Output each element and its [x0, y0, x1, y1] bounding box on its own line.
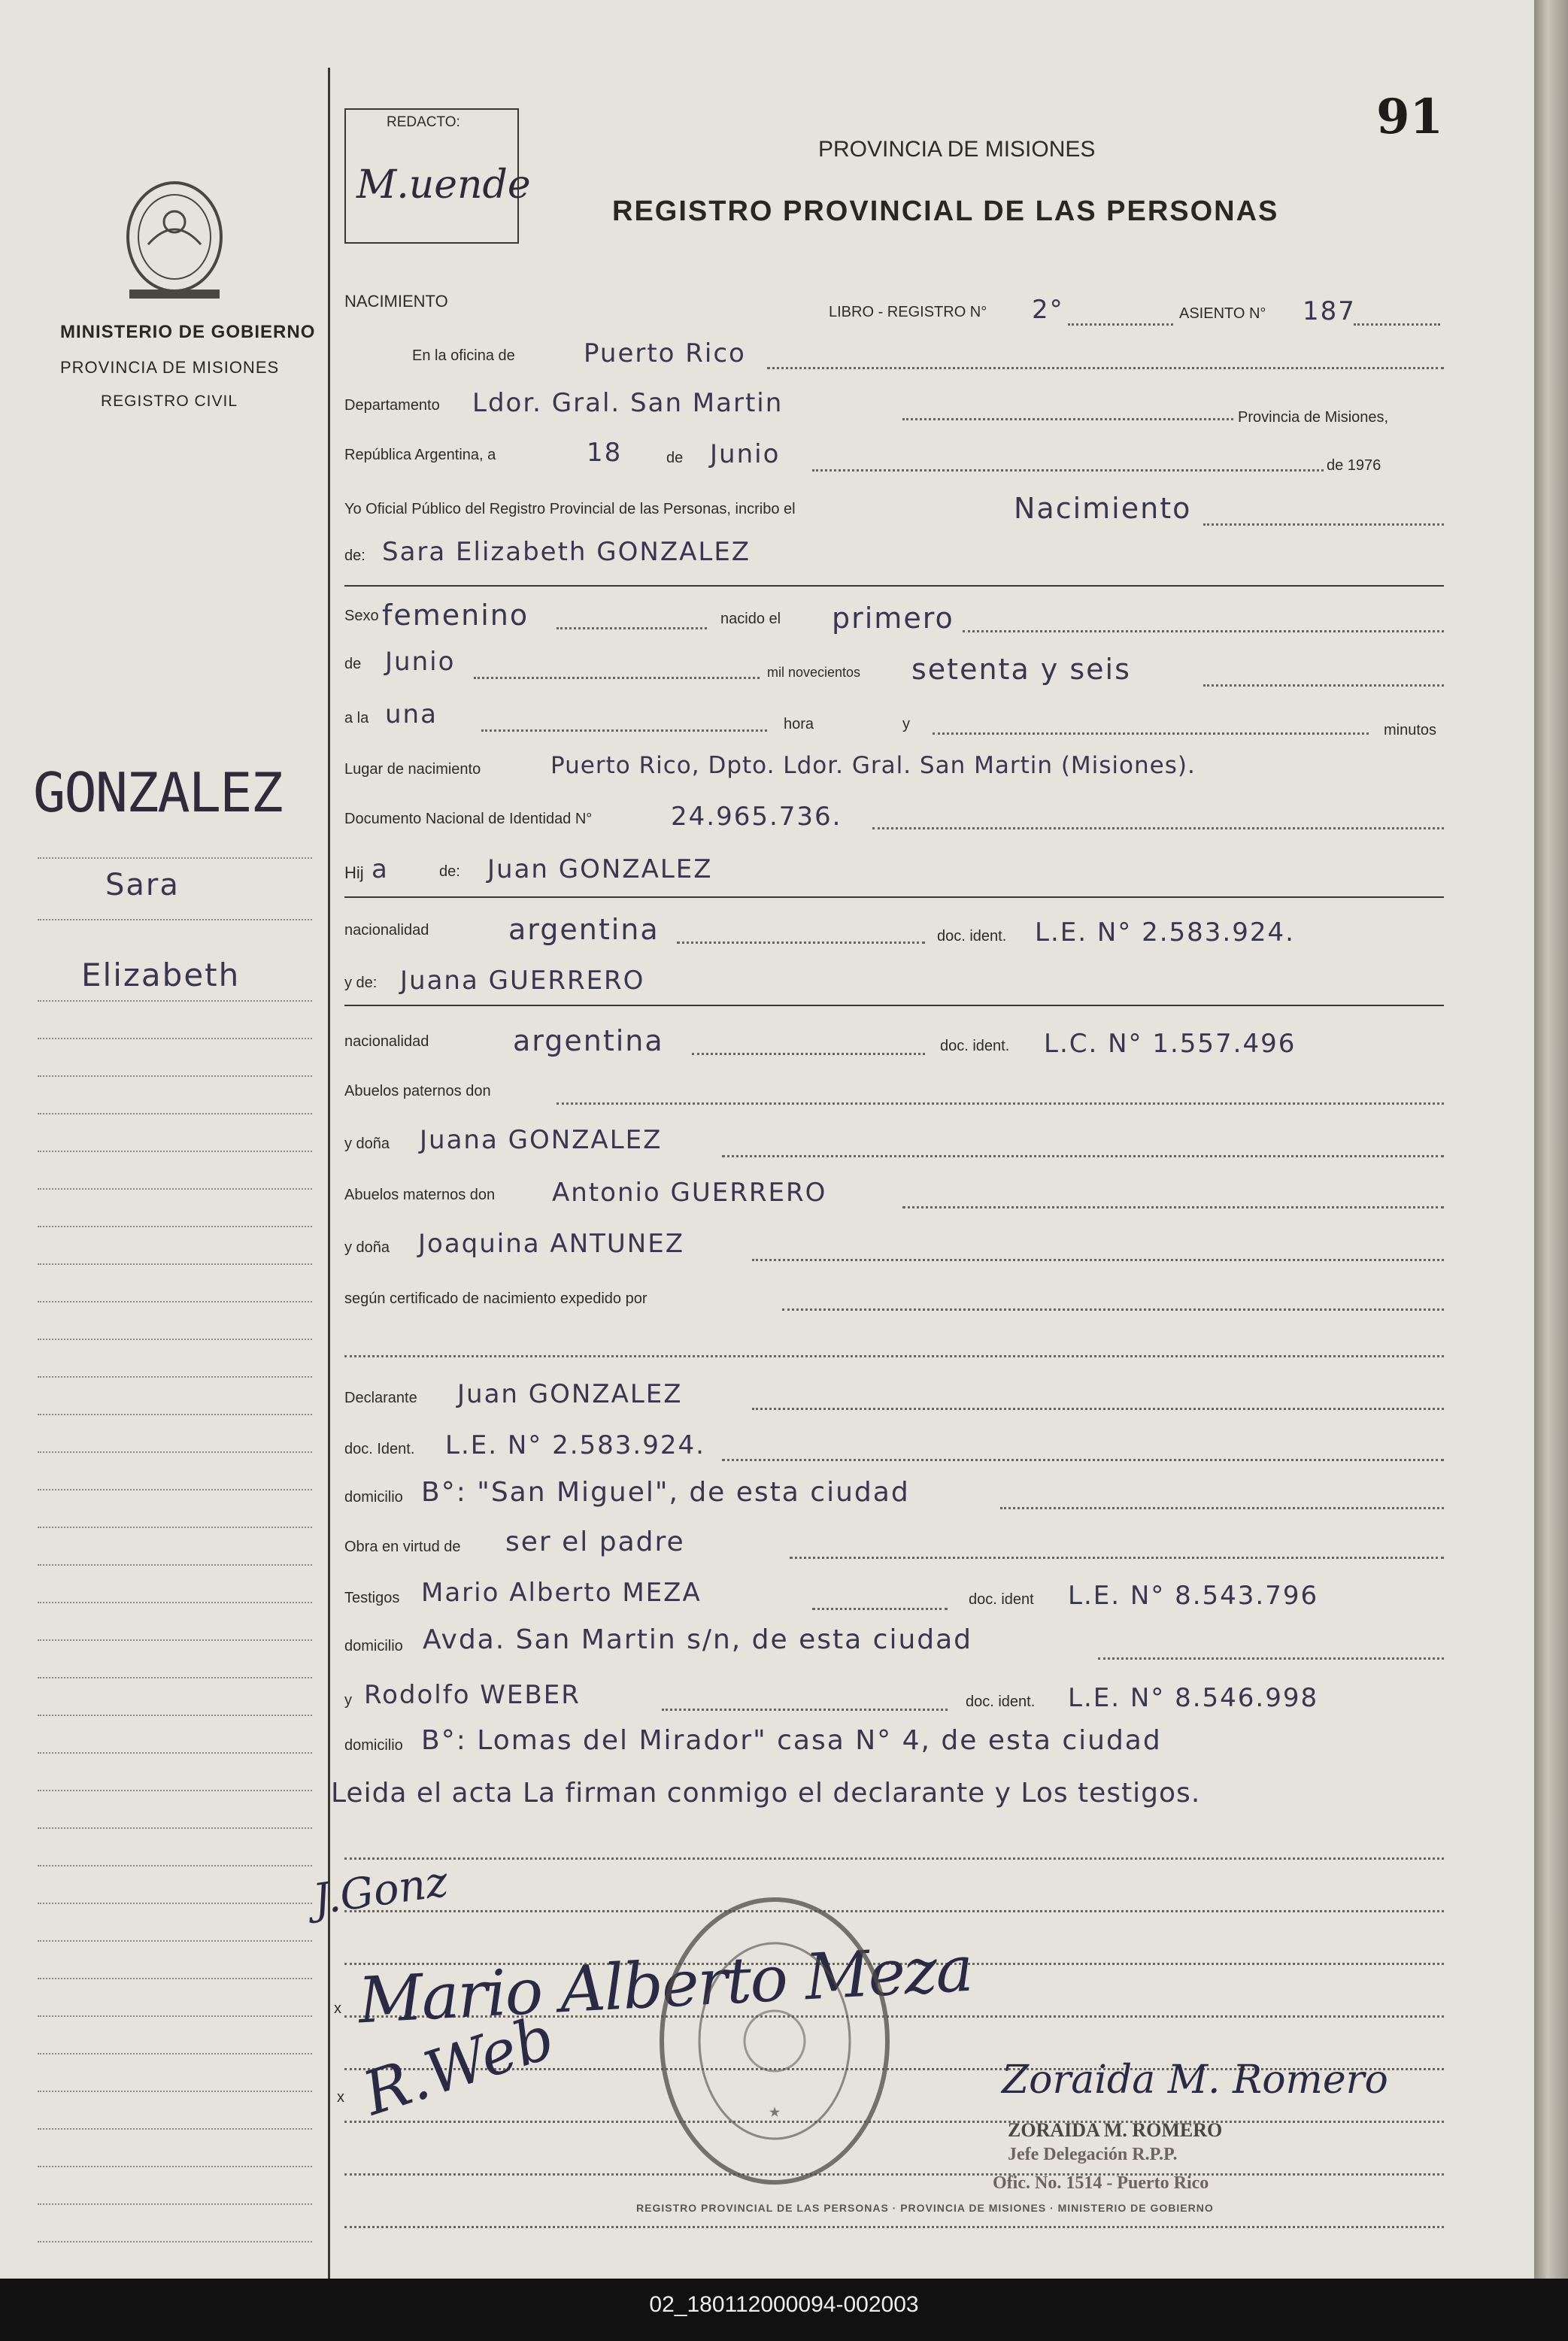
book-page-edge	[1534, 0, 1568, 2279]
fill-dots	[872, 827, 1444, 829]
departamento-label: Departamento	[344, 397, 440, 414]
margin-line	[38, 1639, 312, 1641]
margin-line	[38, 1038, 312, 1039]
republica-label: República Argentina, a	[344, 447, 496, 463]
obra-value: ser el padre	[505, 1527, 685, 1557]
doc-label-2: doc. ident.	[940, 1038, 1010, 1054]
margin-line	[38, 1978, 312, 1979]
fill-dots	[1203, 684, 1444, 687]
de-label: de	[666, 450, 684, 466]
y-dona-label: y doña	[344, 1136, 390, 1152]
dni-label: Documento Nacional de Identidad N°	[344, 811, 593, 827]
margin-line	[38, 1113, 312, 1114]
margin-line	[38, 1903, 312, 1904]
left-province: PROVINCIA DE MISIONES	[60, 358, 280, 377]
minutos-label: minutos	[1384, 722, 1437, 738]
header-province: PROVINCIA DE MISIONES	[818, 137, 1096, 162]
left-ministry: MINISTERIO DE GOBIERNO	[60, 322, 316, 342]
asiento-label: ASIENTO N°	[1179, 305, 1266, 322]
fill-dots	[662, 1709, 948, 1711]
de-label-2: de:	[344, 547, 365, 564]
oficial-value: Nacimiento	[1014, 492, 1192, 525]
fill-dots	[812, 1608, 948, 1610]
margin-line	[38, 1752, 312, 1754]
de-label-3: de	[344, 656, 362, 672]
margin-line	[38, 1376, 312, 1378]
nacido-label: nacido el	[720, 611, 781, 627]
abuela-mat: Joaquina ANTUNEZ	[418, 1229, 684, 1259]
x-mark-1: x	[334, 2000, 341, 2017]
departamento-value: Ldor. Gral. San Martin	[472, 388, 784, 418]
page-number: 91	[1376, 89, 1444, 145]
domicilio-label: domicilio	[344, 1489, 403, 1506]
dni-value: 24.965.736.	[671, 802, 842, 832]
declarante-dom: B°: "San Miguel", de esta ciudad	[421, 1477, 910, 1508]
margin-line	[38, 2015, 312, 2017]
oficina-value: Puerto Rico	[584, 338, 746, 368]
left-registry: REGISTRO CIVIL	[101, 393, 238, 410]
testigo1-signature: Mario Alberto Meza	[356, 1931, 974, 2038]
fill-dots	[481, 729, 767, 732]
abuela-pat: Juana GONZALEZ	[420, 1125, 663, 1155]
fill-dots	[722, 1459, 1444, 1461]
hora-label: hora	[784, 716, 814, 732]
section-rule	[344, 1005, 1444, 1006]
official-seal	[654, 1891, 895, 2191]
nombre-value: Sara Elizabeth GONZALEZ	[382, 537, 751, 567]
seal-text: REGISTRO PROVINCIAL DE LAS PERSONAS · PROVINCIA DE MISIONES · MINISTERIO DE GOBIERNO	[636, 2202, 1214, 2214]
fill-dots	[1354, 323, 1440, 326]
redacto-signature: M.uende	[356, 162, 531, 208]
margin-line	[38, 1263, 312, 1265]
margin-line	[38, 1000, 312, 1002]
declarante-value: Juan GONZALEZ	[457, 1379, 683, 1409]
mes2-value: Junio	[385, 647, 456, 677]
svg-text:★: ★	[769, 2106, 781, 2119]
testigo2-doc: L.E. N° 8.546.998	[1068, 1683, 1319, 1713]
margin-line	[38, 857, 312, 859]
fill-dots	[782, 1308, 1444, 1311]
sexo-label: Sexo	[344, 608, 379, 624]
fill-dots	[557, 627, 707, 629]
domicilio-label-2: domicilio	[344, 1638, 403, 1654]
hijo-label: Hij	[344, 863, 364, 882]
fill-dots	[677, 942, 925, 944]
margin-line	[38, 1414, 312, 1415]
fill-dots	[812, 469, 1324, 472]
margin-line	[38, 2241, 312, 2242]
margin-line	[38, 1075, 312, 1077]
fill-dots	[474, 677, 760, 679]
margin-line	[38, 919, 312, 920]
fill-dots	[902, 418, 1233, 420]
margin-line	[38, 1790, 312, 1791]
redacto-label: REDACTO:	[387, 114, 460, 130]
anio-label: de 1976	[1327, 457, 1381, 474]
testigo1: Mario Alberto MEZA	[421, 1578, 702, 1608]
asiento-value: 187	[1303, 296, 1356, 326]
margin-line	[38, 2166, 312, 2167]
dia-value: 18	[587, 438, 623, 468]
certificado-label: según certificado de nacimiento expedido por	[344, 1290, 648, 1307]
libro-value: 2°	[1032, 295, 1064, 325]
margin-line	[38, 1940, 312, 1942]
padre-value: Juan GONZALEZ	[487, 854, 713, 884]
hijo-suffix: a	[372, 854, 389, 884]
margin-line	[38, 1527, 312, 1528]
doc-label-3: doc. ident.	[966, 1694, 1036, 1710]
lugar-value: Puerto Rico, Dpto. Ldor. Gral. San Martin (Misiones).	[550, 752, 1196, 779]
nac-label-2: nacionalidad	[344, 1033, 429, 1050]
fill-dots	[344, 1355, 1444, 1357]
padre-nac: argentina	[508, 913, 660, 946]
y-label-2: y	[344, 1692, 352, 1709]
obra-label: Obra en virtud de	[344, 1539, 461, 1555]
section-rule	[344, 585, 1444, 587]
abuelos-pat-label: Abuelos paternos don	[344, 1083, 491, 1099]
oficina-label: En la oficina de	[412, 347, 515, 364]
provincia-label: Provincia de Misiones,	[1238, 409, 1389, 426]
y-de-label: y de:	[344, 975, 378, 991]
margin-line	[38, 2128, 312, 2130]
official-name: ZORAIDA M. ROMERO	[1008, 2119, 1223, 2141]
testigo1-doc: L.E. N° 8.543.796	[1068, 1581, 1319, 1611]
margin-line	[38, 1715, 312, 1716]
declarante-doc: L.E. N° 2.583.924.	[445, 1430, 705, 1460]
section-rule	[344, 896, 1444, 898]
anio-value: setenta y seis	[911, 653, 1131, 686]
madre-value: Juana GUERRERO	[400, 966, 645, 996]
madre-doc: L.C. N° 1.557.496	[1044, 1029, 1297, 1059]
hijo-de-label: de:	[439, 863, 460, 880]
madre-nac: argentina	[513, 1024, 664, 1057]
official-signature: Zoraida M. Romero	[1002, 2057, 1388, 2103]
padre-doc: L.E. N° 2.583.924.	[1035, 917, 1295, 948]
leida-text: Leida el acta La firman conmigo el declarante y Los testigos.	[331, 1778, 1201, 1809]
coat-of-arms-icon	[114, 177, 235, 305]
hora-value: una	[385, 699, 438, 729]
fill-dots	[902, 1206, 1444, 1208]
oficial-label: Yo Oficial Público del Registro Provincial de las Personas, incribo el	[344, 501, 796, 517]
margin-line	[38, 1602, 312, 1603]
fill-dots	[963, 630, 1444, 632]
y-label: y	[902, 716, 910, 732]
fill-dots	[752, 1259, 1444, 1261]
declarante-signature: J.Gonz	[310, 1857, 451, 1925]
margin-line	[38, 2053, 312, 2054]
y-dona-label-2: y doña	[344, 1239, 390, 1256]
nac-label: nacionalidad	[344, 922, 429, 939]
fill-dots	[692, 1053, 925, 1055]
margin-line	[38, 1188, 312, 1190]
margin-line	[38, 1489, 312, 1490]
x-mark-2: x	[337, 2089, 344, 2106]
margin-first-name: Sara	[105, 868, 180, 902]
lugar-label: Lugar de nacimiento	[344, 761, 481, 778]
testigo2-signature: R.Web	[354, 2002, 563, 2129]
signature-line	[344, 2226, 1444, 2228]
margin-surname: GONZALEZ	[33, 761, 282, 824]
margin-line	[38, 2203, 312, 2205]
margin-line	[38, 1827, 312, 1829]
doc-ident-label-2: doc. ident	[969, 1591, 1034, 1608]
margin-divider	[328, 68, 330, 2279]
fill-dots	[767, 367, 1444, 369]
declarante-label: Declarante	[344, 1390, 417, 1406]
redacto-box	[344, 108, 531, 244]
fill-dots	[790, 1557, 1444, 1559]
testigos-label: Testigos	[344, 1590, 400, 1606]
margin-second-name: Elizabeth	[81, 957, 241, 993]
sexo-value: femenino	[382, 599, 529, 632]
margin-line	[38, 1677, 312, 1678]
fill-dots	[933, 732, 1369, 735]
doc-ident-label: doc. Ident.	[344, 1441, 415, 1457]
margin-line	[38, 1564, 312, 1566]
testigo2: Rodolfo WEBER	[364, 1680, 581, 1710]
fill-dots	[557, 1102, 1444, 1105]
libro-label: LIBRO - REGISTRO N°	[829, 304, 987, 320]
nacimiento-label: NACIMIENTO	[344, 292, 448, 311]
margin-line	[38, 1151, 312, 1152]
testigo1-dom: Avda. San Martin s/n, de esta ciudad	[423, 1624, 973, 1655]
fill-dots	[1203, 523, 1444, 526]
doc-label: doc. ident.	[937, 928, 1007, 945]
fill-dots	[752, 1408, 1444, 1410]
domicilio-label-3: domicilio	[344, 1737, 403, 1754]
fill-dots	[1098, 1657, 1444, 1660]
margin-line	[38, 1451, 312, 1453]
footer-id: 02_180112000094-002003	[649, 2292, 919, 2317]
official-role: Jefe Delegación R.P.P.	[1008, 2145, 1178, 2164]
abuelo-mat: Antonio GUERRERO	[552, 1178, 827, 1208]
margin-line	[38, 1301, 312, 1302]
fill-dots	[722, 1155, 1444, 1157]
mes-value: Junio	[710, 439, 781, 469]
official-office: Ofic. No. 1514 - Puerto Rico	[993, 2173, 1209, 2193]
fill-dots	[1068, 323, 1173, 326]
margin-line	[38, 1339, 312, 1340]
margin-line	[38, 1226, 312, 1227]
margin-line	[38, 2091, 312, 2092]
margin-line	[38, 1865, 312, 1866]
abuelos-mat-label: Abuelos maternos don	[344, 1187, 496, 1203]
signature-line	[344, 1857, 1444, 1860]
nacido-value: primero	[832, 602, 954, 635]
fill-dots	[1000, 1507, 1444, 1509]
header-title: REGISTRO PROVINCIAL DE LAS PERSONAS	[612, 196, 1279, 227]
mil-label: mil novecientos	[767, 665, 861, 680]
testigo2-dom: B°: Lomas del Mirador" casa N° 4, de esta ciudad	[421, 1725, 1162, 1756]
a-la-label: a la	[344, 710, 369, 726]
